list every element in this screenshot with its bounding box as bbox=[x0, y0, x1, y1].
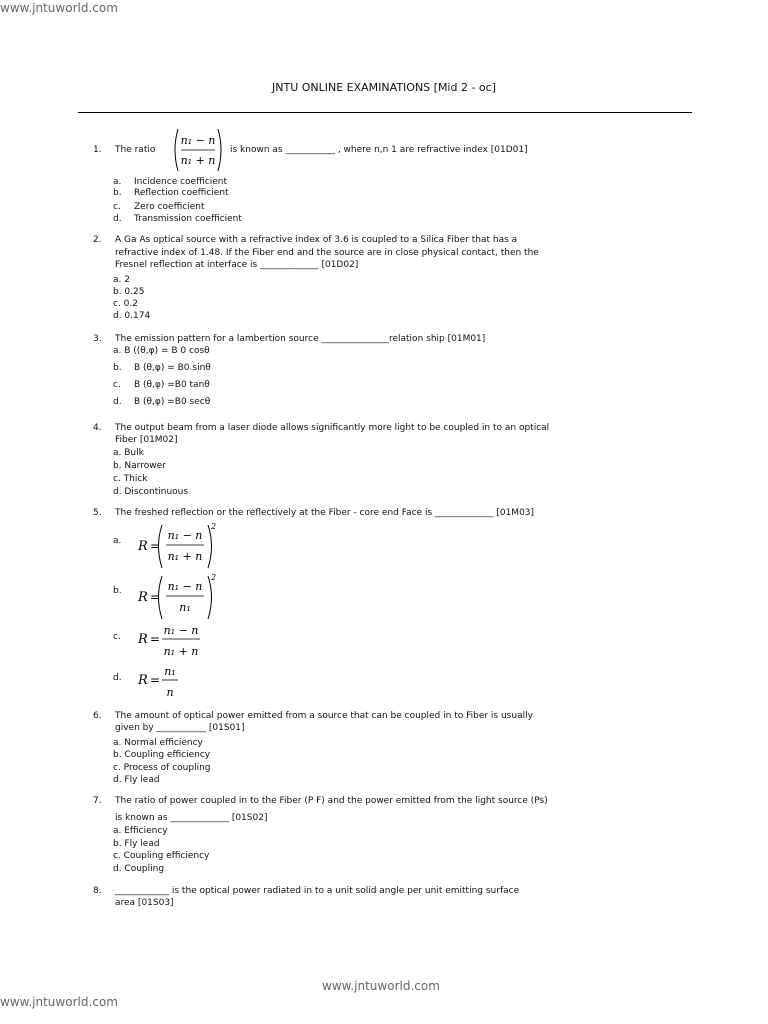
option: a. Normal efficiency bbox=[113, 738, 203, 748]
option: c. Thick bbox=[113, 474, 148, 484]
title-divider bbox=[78, 112, 692, 113]
option-text: Zero coefficient bbox=[134, 202, 205, 212]
option: c. Coupling efficiency bbox=[113, 851, 210, 861]
formula-denominator: n bbox=[166, 686, 174, 699]
option: d. Discontinuous bbox=[113, 487, 189, 497]
question-text: ____________ is the optical power radiated in to a unit solid angle per unit emitting surface bbox=[115, 886, 520, 896]
option-text: B (θ,φ) =B0 tanθ bbox=[134, 380, 210, 390]
option: d. Fly lead bbox=[113, 775, 160, 785]
page-title: JNTU ONLINE EXAMINATIONS [Mid 2 - oc] bbox=[272, 81, 496, 94]
question-number: 1. bbox=[93, 145, 102, 155]
option-text: Transmission coefficient bbox=[134, 214, 242, 224]
ratio-formula bbox=[170, 126, 226, 174]
option: b. Fly lead bbox=[113, 839, 160, 849]
option-label: a. bbox=[113, 536, 122, 546]
question-number: 4. bbox=[93, 423, 102, 433]
option-text: B (θ,φ) =B0 secθ bbox=[134, 397, 211, 407]
question-text: Fresnel reflection at interface is _____________ [01D02] bbox=[115, 260, 359, 270]
question-number: 8. bbox=[93, 886, 102, 896]
question-text: The amount of optical power emitted from a source that can be coupled in to Fiber is usually bbox=[115, 711, 533, 721]
question-text: The ratio bbox=[115, 145, 156, 155]
formula-symbol: R bbox=[138, 590, 148, 605]
option-label: d. bbox=[113, 673, 122, 683]
option: a. 2 bbox=[113, 275, 130, 285]
formula-numerator: n₁ − n bbox=[180, 134, 216, 147]
watermark-bottom-left: www.jntuworld.com bbox=[0, 995, 118, 1009]
formula-option-b bbox=[136, 571, 220, 623]
formula-exponent: 2 bbox=[211, 522, 217, 531]
question-text: is known as ___________ , where n,n 1 are refractive index [01D01] bbox=[230, 145, 528, 155]
option-text: B (θ,φ) = B0 sinθ bbox=[134, 363, 211, 373]
option-label: c. bbox=[113, 632, 121, 642]
option: b. Coupling efficiency bbox=[113, 750, 211, 760]
question-number: 5. bbox=[93, 508, 102, 518]
option-label: d. bbox=[113, 214, 122, 224]
option: c. Process of coupling bbox=[113, 763, 211, 773]
formula-numerator: n₁ − n bbox=[163, 624, 199, 637]
option-label: c. bbox=[113, 202, 121, 212]
option-label: a. bbox=[113, 177, 122, 187]
formula-denominator: n₁ + n bbox=[180, 154, 216, 167]
formula-symbol: R bbox=[138, 673, 148, 688]
option-text: Incidence coefficient bbox=[134, 177, 228, 187]
formula-equals: = bbox=[150, 632, 161, 646]
formula-denominator: n₁ + n bbox=[163, 645, 199, 658]
question-text: The ratio of power coupled in to the Fiber (P F) and the power emitted from the light source (Ps) bbox=[115, 796, 548, 806]
question-number: 3. bbox=[93, 334, 102, 344]
question-text: area [01S03] bbox=[115, 898, 174, 908]
option-text: Reflection coefficient bbox=[134, 188, 229, 198]
formula-equals: = bbox=[150, 539, 161, 553]
formula-symbol: R bbox=[138, 632, 148, 647]
option: a. Efficiency bbox=[113, 826, 168, 836]
formula-option-c bbox=[136, 623, 206, 661]
question-number: 6. bbox=[93, 711, 102, 721]
question-text: The emission pattern for a lambertion source _______________relation ship [01M01] bbox=[115, 334, 486, 344]
question-text: is known as _____________ [01S02] bbox=[115, 813, 268, 823]
question-text: A Ga As optical source with a refractive index of 3.6 is coupled to a Silica Fiber that has a bbox=[115, 235, 518, 245]
option: d. 0.174 bbox=[113, 311, 151, 321]
formula-numerator: n₁ − n bbox=[167, 529, 203, 542]
option-label: b. bbox=[113, 188, 122, 198]
option: d. Coupling bbox=[113, 864, 165, 874]
formula-numerator: n₁ bbox=[164, 665, 176, 678]
option: a. Bulk bbox=[113, 448, 144, 458]
formula-equals: = bbox=[150, 590, 161, 604]
question-text: given by ___________ [01S01] bbox=[115, 723, 245, 733]
formula-denominator: n₁ bbox=[179, 601, 191, 614]
option-label: c. bbox=[113, 380, 121, 390]
option-label: d. bbox=[113, 397, 122, 407]
option: b. Narrower bbox=[113, 461, 166, 471]
question-text: The output beam from a laser diode allows significantly more light to be coupled in to an optical bbox=[115, 423, 550, 433]
option: b. 0.25 bbox=[113, 287, 145, 297]
formula-numerator: n₁ − n bbox=[167, 580, 203, 593]
question-number: 2. bbox=[93, 235, 102, 245]
watermark-top: www.jntuworld.com bbox=[0, 1, 118, 15]
option: a. B ((θ,φ) = B 0 cosθ bbox=[113, 346, 210, 356]
question-number: 7. bbox=[93, 796, 102, 806]
formula-exponent: 2 bbox=[211, 573, 217, 582]
formula-denominator: n₁ + n bbox=[167, 550, 203, 563]
formula-option-d bbox=[136, 664, 186, 702]
formula-equals: = bbox=[150, 673, 161, 687]
option-label: b. bbox=[113, 586, 122, 596]
question-text: The freshed reflection or the reflectively at the Fiber - core end Face is _____________ [01M03] bbox=[115, 508, 535, 518]
watermark-bottom-center: www.jntuworld.com bbox=[322, 979, 440, 993]
question-text: Fiber [01M02] bbox=[115, 435, 178, 445]
option: c. 0.2 bbox=[113, 299, 138, 309]
question-text: refractive index of 1.48. If the Fiber end and the source are in close physical contact, then the bbox=[115, 248, 539, 258]
option-label: b. bbox=[113, 363, 122, 373]
formula-option-a bbox=[136, 520, 220, 572]
formula-symbol: R bbox=[138, 539, 148, 554]
